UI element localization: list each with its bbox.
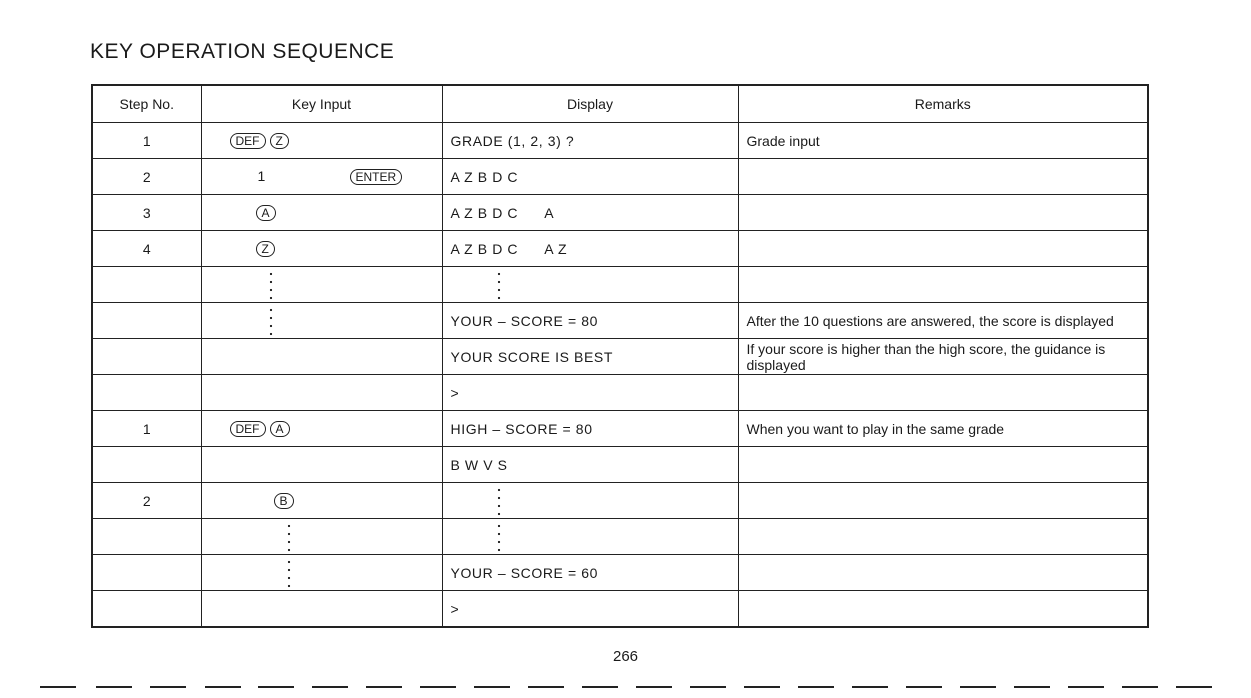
dash-mark: [690, 686, 726, 688]
display-cell: [442, 267, 738, 303]
header-display: Display: [442, 85, 738, 123]
enter-key-icon: ENTER: [350, 169, 403, 185]
step-cell: 3: [92, 195, 201, 231]
key-input-cell: [201, 267, 442, 303]
key-input-cell: [201, 411, 442, 447]
dash-mark: [150, 686, 186, 688]
key-input-cell: [201, 195, 442, 231]
key-input-cell: [201, 339, 442, 375]
dash-mark: [906, 686, 942, 688]
step-cell: [92, 375, 201, 411]
display-cell: >: [442, 591, 738, 628]
step-cell: 2: [92, 159, 201, 195]
remark-cell: [738, 159, 1148, 195]
ellipsis-dots-icon: [269, 270, 273, 300]
ellipsis-dots-icon: [269, 306, 273, 336]
step-cell: [92, 519, 201, 555]
table-row: [92, 267, 1148, 303]
display-cell: A Z B D C A: [442, 195, 738, 231]
dash-mark: [636, 686, 672, 688]
step-cell: 1: [92, 411, 201, 447]
key-operation-table: [91, 84, 1149, 628]
header-key-input: Key Input: [201, 85, 442, 123]
step-cell: [92, 303, 201, 339]
dash-mark: [582, 686, 618, 688]
remark-cell: [738, 591, 1148, 628]
key-input-cell: [201, 123, 442, 159]
display-cell: YOUR SCORE IS BEST: [442, 339, 738, 375]
table-row: [92, 591, 1148, 628]
key-text: 1: [257, 168, 266, 184]
header-remarks: Remarks: [738, 85, 1148, 123]
display-cell: B W V S: [442, 447, 738, 483]
key-input-cell: [201, 483, 442, 519]
display-cell: [442, 519, 738, 555]
table-row: [92, 411, 1148, 447]
dash-mark: [366, 686, 402, 688]
ellipsis-dots-icon: [287, 522, 291, 552]
display-cell: HIGH – SCORE = 80: [442, 411, 738, 447]
key-input-cell: [201, 519, 442, 555]
step-cell: [92, 267, 201, 303]
remark-cell: [738, 195, 1148, 231]
key-input-cell: [201, 591, 442, 628]
dash-mark: [1068, 686, 1104, 688]
page-title: KEY OPERATION SEQUENCE: [90, 40, 395, 63]
remark-cell: [738, 447, 1148, 483]
key-input-cell: [201, 303, 442, 339]
dash-mark: [312, 686, 348, 688]
dash-mark: [1014, 686, 1050, 688]
key-input-cell: [201, 375, 442, 411]
table-row: [92, 231, 1148, 267]
dash-mark: [40, 686, 76, 688]
ellipsis-dots-icon: [287, 558, 291, 588]
remark-cell: [738, 231, 1148, 267]
b-key-icon: B: [274, 493, 294, 509]
remark-cell: [738, 375, 1148, 411]
display-cell: A Z B D C: [442, 159, 738, 195]
table-row: [92, 375, 1148, 411]
dash-mark: [96, 686, 132, 688]
dash-mark: [798, 686, 834, 688]
a-key-icon: A: [256, 205, 276, 221]
dash-mark: [528, 686, 564, 688]
step-cell: [92, 555, 201, 591]
table-row: [92, 159, 1148, 195]
def-key-icon: DEF: [230, 421, 266, 437]
display-cell: [442, 483, 738, 519]
dash-mark: [474, 686, 510, 688]
remark-cell: [738, 555, 1148, 591]
remark-cell: Grade input: [738, 123, 1148, 159]
z-key-icon: Z: [270, 133, 289, 149]
step-cell: [92, 339, 201, 375]
dash-mark: [258, 686, 294, 688]
step-cell: [92, 591, 201, 628]
header-step: Step No.: [92, 85, 201, 123]
step-cell: 1: [92, 123, 201, 159]
dash-mark: [960, 686, 996, 688]
table-row: [92, 447, 1148, 483]
display-cell: YOUR – SCORE = 60: [442, 555, 738, 591]
table-row: [92, 483, 1148, 519]
key-input-cell: [201, 447, 442, 483]
display-cell: YOUR – SCORE = 80: [442, 303, 738, 339]
remark-cell: When you want to play in the same grade: [738, 411, 1148, 447]
remark-cell: If your score is higher than the high score, the guidance is displayed: [738, 339, 1148, 375]
dash-mark: [852, 686, 888, 688]
dash-mark: [744, 686, 780, 688]
ellipsis-dots-icon: [497, 486, 501, 516]
dash-mark: [1122, 686, 1158, 688]
display-cell: GRADE (1, 2, 3) ?: [442, 123, 738, 159]
remark-cell: After the 10 questions are answered, the score is displayed: [738, 303, 1148, 339]
ellipsis-dots-icon: [497, 270, 501, 300]
def-key-icon: DEF: [230, 133, 266, 149]
remark-cell: [738, 483, 1148, 519]
table-row: [92, 339, 1148, 375]
page-number: 266: [612, 648, 639, 665]
header-row: [92, 85, 1148, 123]
key-input-cell: [201, 231, 442, 267]
dash-mark: [205, 686, 241, 688]
table-row: [92, 519, 1148, 555]
a-key-icon: A: [270, 421, 290, 437]
z-key-icon: Z: [256, 241, 275, 257]
step-cell: 4: [92, 231, 201, 267]
step-cell: 2: [92, 483, 201, 519]
table-row: [92, 195, 1148, 231]
remark-cell: [738, 267, 1148, 303]
dash-mark: [1176, 686, 1212, 688]
table-row: [92, 303, 1148, 339]
key-input-cell: [201, 159, 442, 195]
display-cell: A Z B D C A Z: [442, 231, 738, 267]
dash-mark: [420, 686, 456, 688]
ellipsis-dots-icon: [497, 522, 501, 552]
remark-cell: [738, 519, 1148, 555]
step-cell: [92, 447, 201, 483]
table-row: [92, 555, 1148, 591]
key-input-cell: [201, 555, 442, 591]
display-cell: >: [442, 375, 738, 411]
table-row: [92, 123, 1148, 159]
